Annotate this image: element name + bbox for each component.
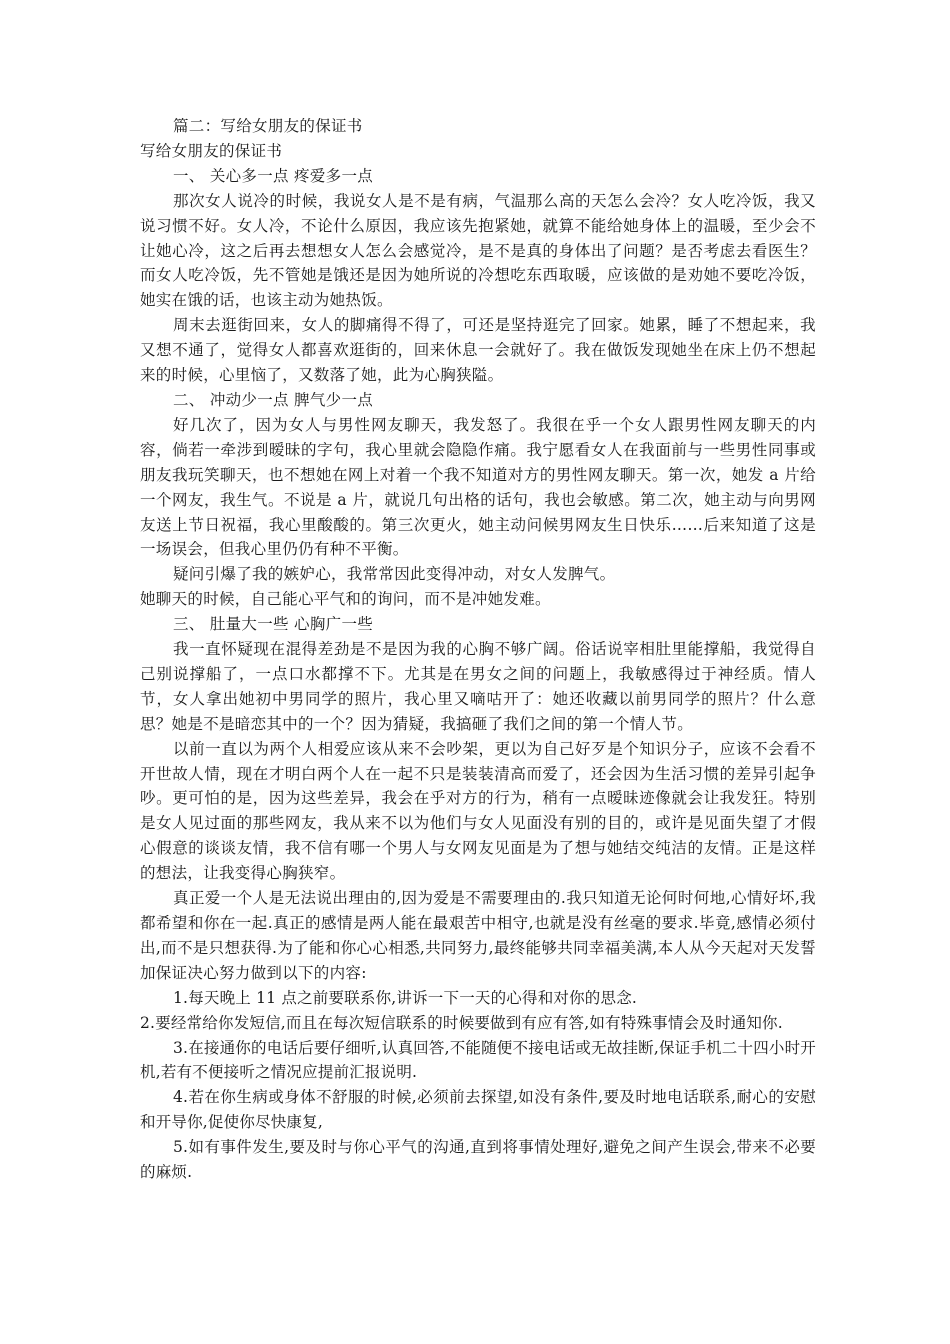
section-heading-1: 一、 关心多一点 疼爱多一点 (173, 166, 374, 185)
paragraph: 我一直怀疑现在混得差劲是不是因为我的心胸不够广阔。俗话说宰相肚里能撑船，我觉得自己别说撑船了，一点口水都撑不下。尤其是在男女之间的问题上，我敏感得过于神经质。情人节，女人拿出她初中男同学的照片，我心里又嘀咕开了：她还收藏以前男同学的照片？什么意思？她是不是暗恋其中的一个？因为猜疑，我搞砸了我们之间的第一个情人节。 (140, 640, 816, 733)
section-heading-2: 二、 冲动少一点 脾气少一点 (173, 390, 374, 409)
paragraph: 真正爱一个人是无法说出理由的,因为爱是不需要理由的.我只知道无论何时何地,心情好坏,我都希望和你在一起.真正的感情是两人能在最艰苦中相守,也就是没有丝毫的要求.毕竟,感情必须付出,而不是只想获得.为了能和你心心相悉,共同努力,最终能够共同幸福美满,本人从今天起对天发誓加保证决心努力做到以下的内容: (140, 889, 817, 982)
paragraph: 那次女人说冷的时候，我说女人是不是有病，气温那么高的天怎么会冷？女人吃冷饭，我又说习惯不好。女人冷，不论什么原因，我应该先抱紧她，就算不能给她身体上的温暖，至少会不让她心冷，这之后再去想想女人怎么会感觉冷，是不是真的身体出了问题？是否考虑去看医生？而女人吃冷饭，先不管她是饿还是因为她所说的冷想吃东西取暖，应该做的是劝她不要吃冷饭，她实在饿的话，也该主动为她热饭。 (140, 191, 816, 310)
promise-item-5: 5.如有事件发生,要及时与你心平气的沟通,直到将事情处理好,避免之间产生误会,带来不必要的麻烦. (140, 1138, 816, 1182)
document-body (140, 114, 816, 1185)
chapter-heading: 篇二：写给女朋友的保证书 (173, 117, 363, 135)
promise-item-2: 2.要经常给你发短信,而且在每次短信联系的时候要做到有应有答,如有特殊事情会及时通知你. (140, 1013, 783, 1032)
promise-item-4: 4.若在你生病或身体不舒服的时候,必须前去探望,如没有条件,要及时地电话联系,耐心的安慰和开导你,促使你尽快康复, (140, 1088, 816, 1132)
promise-item-1: 1.每天晚上 11 点之前要联系你,讲诉一下一天的心得和对你的思念. (173, 988, 638, 1007)
section-heading-3: 三、 肚量大一些 心胸广一些 (173, 615, 374, 634)
paragraph: 疑问引爆了我的嫉妒心，我常常因此变得冲动，对女人发脾气。 (173, 565, 616, 584)
paragraph: 以前一直以为两个人相爱应该从来不会吵架，更以为自己好歹是个知识分子，应该不会看不开世故人情，现在才明白两个人在一起不只是装装清高而爱了，还会因为生活习惯的差异引起争吵。更可怕的是，因为这些差异，我会在乎对方的行为，稍有一点暧昧迹像就会让我发狂。特别是女人见过面的那些网友，我从来不以为他们与女人见面没有别的目的，或许是见面失望了才假心假意的谈谈友情，我不信有哪一个男人与女网友见面是为了想与她结交纯洁的友情。正是这样的想法，让我变得心胸狭窄。 (140, 739, 816, 883)
paragraph: 周末去逛街回来，女人的脚痛得不得了，可还是坚持逛完了回家。她累，睡了不想起来，我又想不通了，觉得女人都喜欢逛街的，回来休息一会就好了。我在做饭发现她坐在床上仍不想起来的时候，心里恼了，又数落了她，此为心胸狭隘。 (140, 316, 816, 385)
paragraph: 好几次了，因为女人与男性网友聊天，我发怒了。我很在乎一个女人跟男性网友聊天的内容，倘若一牵涉到暧昧的字句，我心里就会隐隐作痛。我宁愿看女人在我面前与一些男性同事或朋友我玩笑聊天，也不想她在网上对着一个我不知道对方的男性网友聊天。第一次，她发 a 片给一个网友，我生气。不说是 a 片，就说几句出格的话句，我也会敏感。第二次，她主动与向男网友送上节日祝福，我心里酸酸的。第三次更火，她主动问候男网友生日快乐……后来知道了这是一场误会，但我心里仍仍有种不平衡。 (140, 415, 816, 559)
paragraph: 她聊天的时候，自己能心平气和的询问，而不是冲她发难。 (140, 590, 551, 609)
promise-item-3: 3.在接通你的电话后要仔细听,认真回答,不能随便不接电话或无故挂断,保证手机二十四小时开机,若有不便接听之情况应提前汇报说明. (140, 1038, 816, 1082)
document-title: 写给女朋友的保证书 (140, 141, 283, 160)
